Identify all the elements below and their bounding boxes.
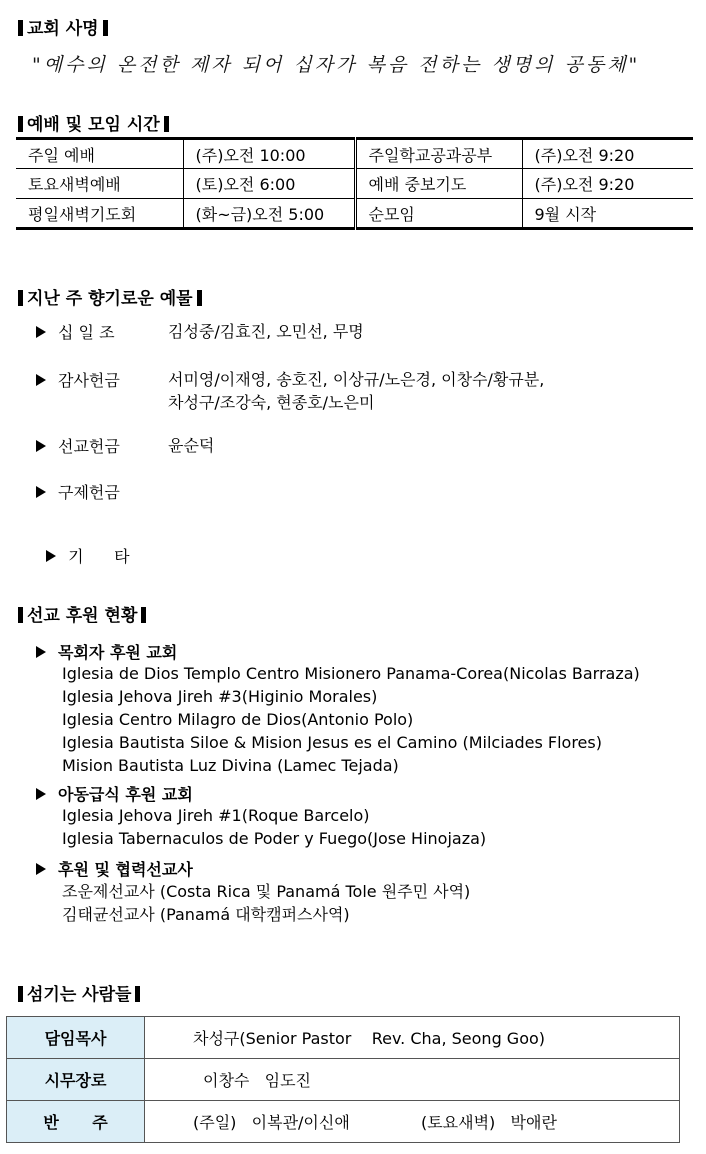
list-item: Iglesia de Dios Templo Centro Misionero Panama-Corea(Nicolas Barraza) bbox=[62, 664, 640, 683]
schedule-table bbox=[16, 137, 693, 230]
table-row bbox=[7, 1101, 680, 1143]
table-row bbox=[7, 1059, 680, 1101]
triangle-bullet-icon bbox=[36, 440, 46, 452]
offering-item-relief: 구제헌금 bbox=[36, 480, 120, 503]
staff-role: 반 주 bbox=[7, 1101, 145, 1143]
section-title-missions: 선교 후원 현황 bbox=[18, 601, 150, 626]
staff-role: 담임목사 bbox=[7, 1017, 145, 1059]
offering-item-mission: 선교헌금 bbox=[36, 434, 120, 457]
mission-list bbox=[62, 662, 640, 777]
bar-icon bbox=[18, 290, 23, 306]
bar-icon bbox=[103, 20, 108, 36]
list-item: Iglesia Jehova Jireh #3(Higinio Morales) bbox=[62, 687, 378, 706]
schedule-cell: 평일새벽기도회 bbox=[28, 204, 137, 224]
mission-list bbox=[62, 804, 486, 850]
list-item: Iglesia Tabernaculos de Poder y Fuego(Jose Hinojaza) bbox=[62, 829, 487, 848]
list-item: Iglesia Centro Milagro de Dios(Antonio Polo) bbox=[62, 710, 414, 729]
section-title-offerings: 지난 주 향기로운 예물 bbox=[18, 284, 206, 309]
mission-group-heading: 아동급식 후원 교회 bbox=[36, 782, 193, 805]
triangle-bullet-icon bbox=[36, 486, 46, 498]
schedule-cell: 예배 중보기도 bbox=[355, 169, 522, 199]
table-row bbox=[7, 1017, 680, 1059]
bar-icon bbox=[18, 116, 23, 132]
list-item: Mision Bautista Luz Divina (Lamec Tejada) bbox=[62, 756, 399, 775]
offering-item-tithe: 십 일 조 bbox=[36, 320, 115, 343]
bar-icon bbox=[197, 290, 202, 306]
offering-names: 윤순덕 bbox=[168, 436, 215, 455]
list-item: Iglesia Jehova Jireh #1(Roque Barcelo) bbox=[62, 806, 370, 825]
list-item: 조운제선교사 (Costa Rica 및 Panamá Tole 원주민 사역) bbox=[62, 882, 471, 901]
schedule-cell: (토)오전 6:00 bbox=[183, 169, 355, 199]
section-title-mission: 교회 사명 bbox=[18, 14, 112, 39]
bar-icon bbox=[18, 986, 23, 1002]
staff-name: (주일) 이복관/이신애 (토요새벽) 박애란 bbox=[145, 1101, 680, 1143]
staff-name: 이창수 임도진 bbox=[145, 1059, 680, 1101]
church-motto: "예수의 온전한 제자 되어 십자가 복음 전하는 생명의 공동체" bbox=[32, 54, 641, 76]
schedule-cell: 주일학교공과공부 bbox=[355, 139, 522, 169]
mission-group-heading: 후원 및 협력선교사 bbox=[36, 857, 193, 880]
triangle-bullet-icon bbox=[46, 550, 56, 562]
schedule-cell: (주)오전 9:20 bbox=[522, 169, 693, 199]
list-item: 김태균선교사 (Panamá 대학캠퍼스사역) bbox=[62, 905, 350, 924]
table-row bbox=[16, 169, 693, 199]
offering-names: 서미영/이재영, 송호진, 이상규/노은경, 이창수/황규분, 차성구/조강숙, 현종호/노은미 bbox=[168, 370, 545, 412]
bar-icon bbox=[164, 116, 169, 132]
schedule-cell: (주)오전 9:20 bbox=[522, 139, 693, 169]
triangle-bullet-icon bbox=[36, 326, 46, 338]
bar-icon bbox=[135, 986, 140, 1002]
schedule-cell: 9월 시작 bbox=[522, 199, 693, 229]
triangle-bullet-icon bbox=[36, 374, 46, 386]
section-title-staff: 섬기는 사람들 bbox=[18, 980, 144, 1005]
schedule-cell: 순모임 bbox=[355, 199, 522, 229]
staff-role: 시무장로 bbox=[7, 1059, 145, 1101]
table-row bbox=[16, 199, 693, 229]
list-item: Iglesia Bautista Siloe & Mision Jesus es el Camino (Milciades Flores) bbox=[62, 733, 602, 752]
schedule-cell: 주일 예배 bbox=[16, 139, 183, 169]
bar-icon bbox=[18, 607, 23, 623]
triangle-bullet-icon bbox=[36, 863, 46, 875]
offering-item-other: 기 타 bbox=[36, 525, 130, 567]
schedule-cell: (화~금)오전 5:00 bbox=[183, 199, 355, 229]
bar-icon bbox=[18, 20, 23, 36]
triangle-bullet-icon bbox=[36, 788, 46, 800]
mission-group-heading: 목회자 후원 교회 bbox=[36, 640, 177, 663]
schedule-cell: (주)오전 10:00 bbox=[183, 139, 355, 169]
section-title-schedule: 예배 및 모임 시간 bbox=[18, 110, 173, 135]
bar-icon bbox=[141, 607, 146, 623]
offering-names: 김성중/김효진, 오민선, 무명 bbox=[168, 322, 364, 341]
offering-item-thanks: 감사헌금 bbox=[36, 368, 120, 391]
staff-name: 차성구(Senior Pastor Rev. Cha, Seong Goo) bbox=[145, 1017, 680, 1059]
schedule-cell: 토요새벽예배 bbox=[16, 169, 183, 199]
triangle-bullet-icon bbox=[36, 646, 46, 658]
mission-list bbox=[62, 880, 470, 926]
staff-table bbox=[6, 1016, 680, 1143]
table-row bbox=[16, 139, 693, 169]
